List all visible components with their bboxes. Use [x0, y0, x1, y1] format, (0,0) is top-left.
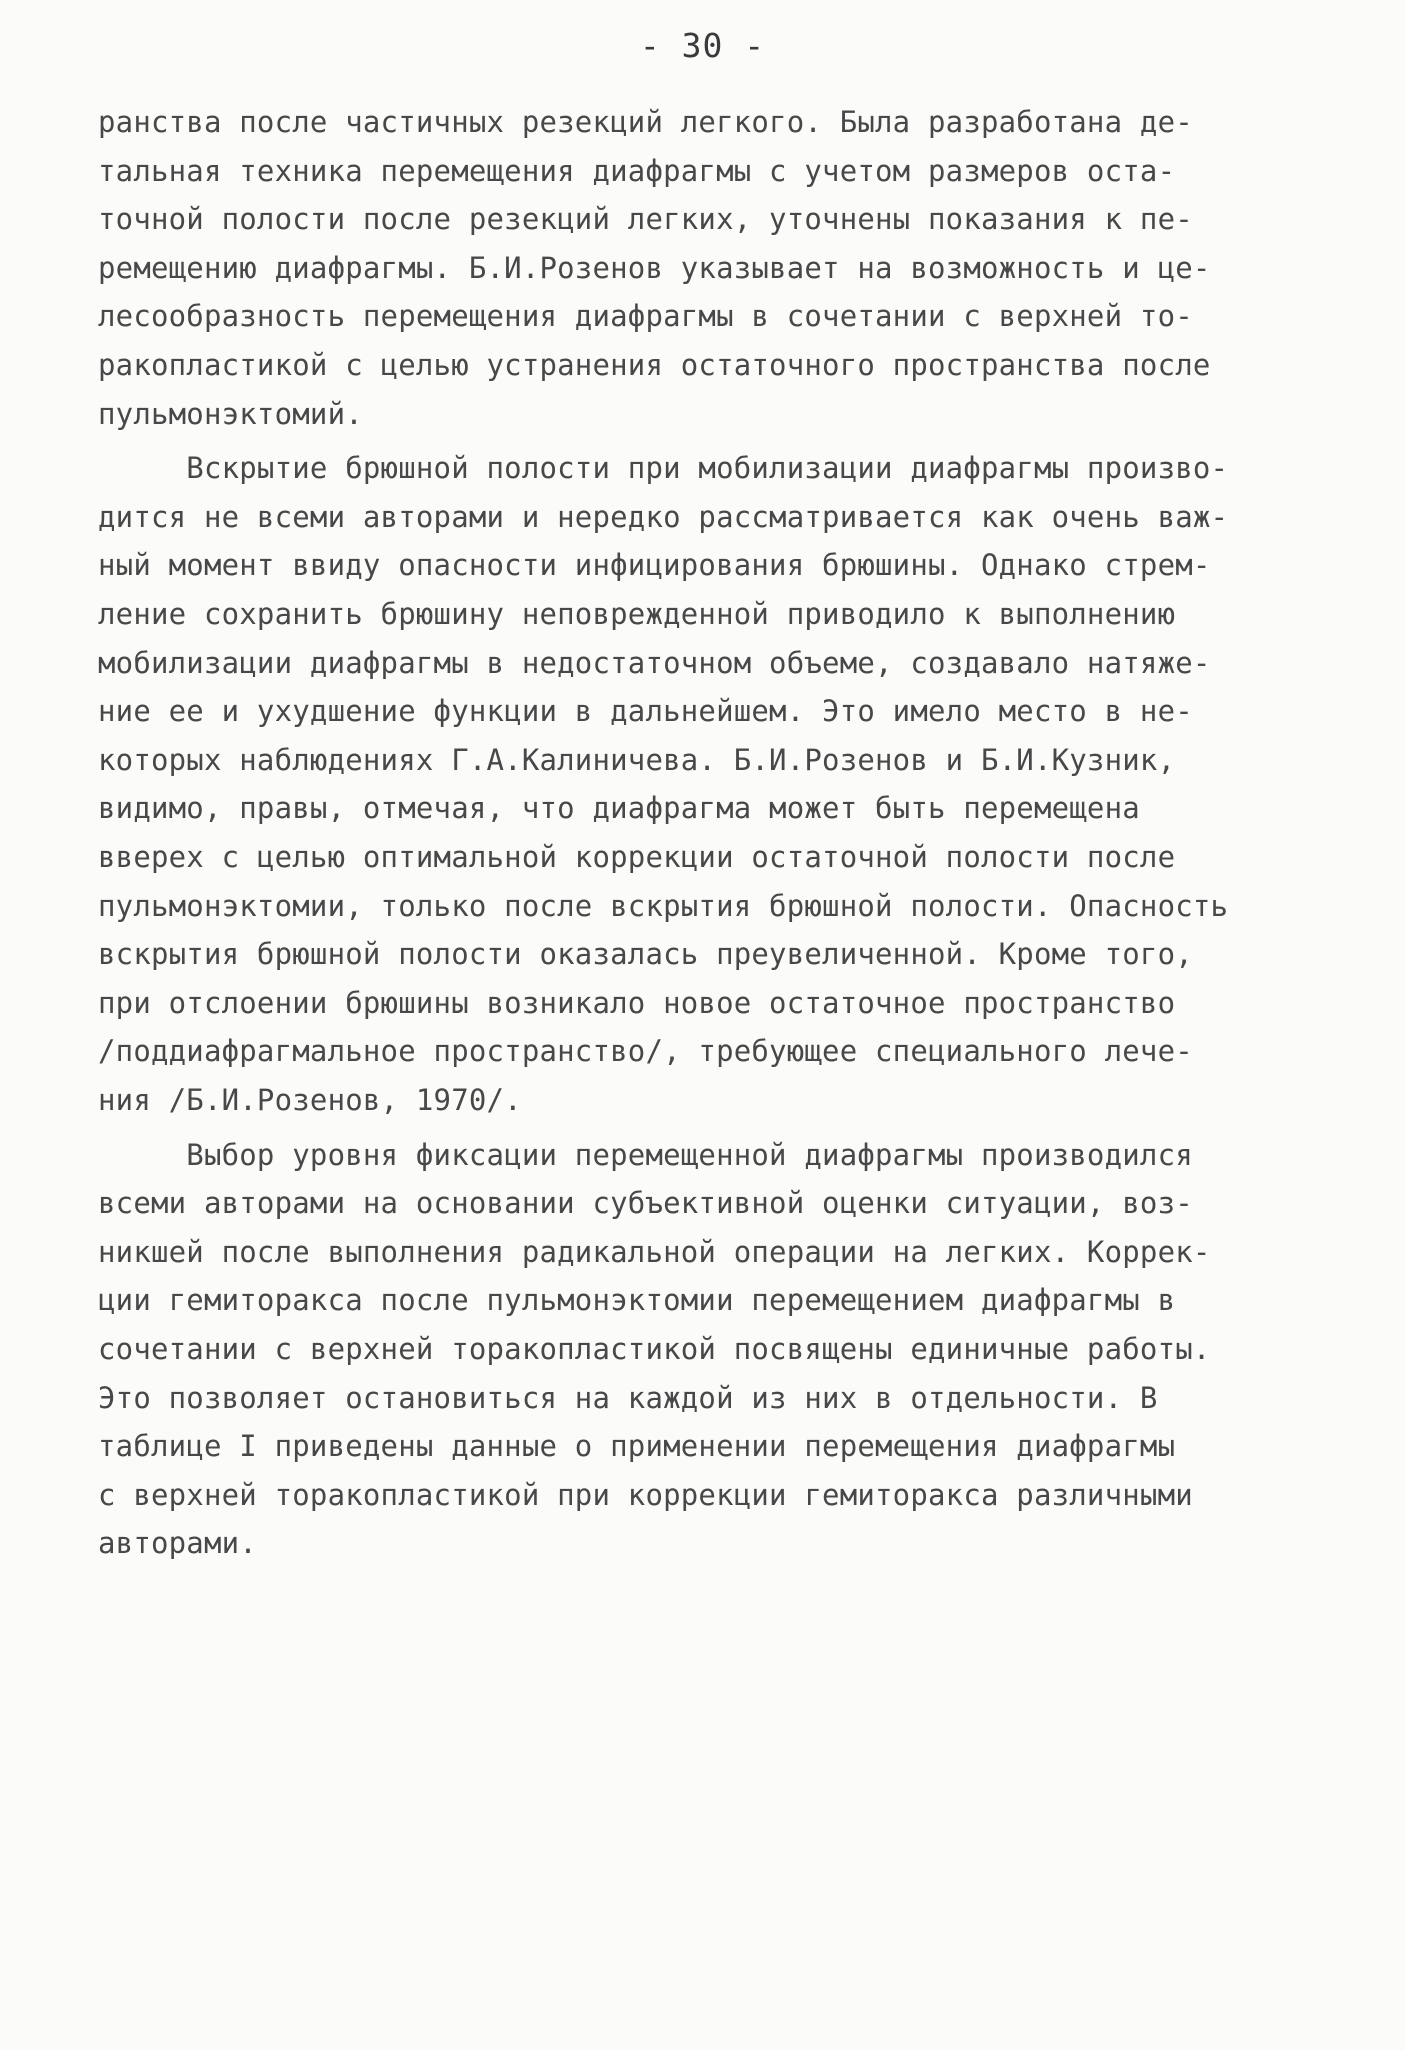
text-line: ции гемиторакса после пульмонэктомии перемещением диафрагмы в: [98, 1283, 1176, 1317]
text-line: таблице I приведены данные о применении перемещения диафрагмы: [98, 1429, 1176, 1463]
text-line: при отслоении брюшины возникало новое остаточное пространство: [98, 986, 1176, 1020]
text-line: Выбор уровня фиксации перемещенной диафрагмы производился: [98, 1138, 1193, 1172]
text-line: ранства после частичных резекций легкого. Была разработана де-: [98, 105, 1193, 139]
text-line: с верхней торакопластикой при коррекции гемиторакса различными: [98, 1478, 1193, 1512]
text-line: вскрытия брюшной полости оказалась преувеличенной. Кроме того,: [98, 937, 1193, 971]
text-line: дится не всеми авторами и нередко рассматривается как очень важ-: [98, 500, 1229, 534]
text-line: вверех с целью оптимальной коррекции остаточной полости после: [98, 840, 1176, 874]
text-line: пульмонэктомий.: [98, 397, 363, 431]
text-line: ракопластикой с целью устранения остаточного пространства после: [98, 348, 1211, 382]
text-line: пульмонэктомии, только после вскрытия брюшной полости. Опасность: [98, 889, 1229, 923]
text-line: /поддиафрагмальное пространство/, требующее специального лече-: [98, 1034, 1193, 1068]
text-line: Вскрытие брюшной полости при мобилизации диафрагмы произво-: [98, 451, 1229, 485]
text-line: тальная техника перемещения диафрагмы с учетом размеров оста-: [98, 154, 1176, 188]
text-line: видимо, правы, отмечая, что диафрагма может быть перемещена: [98, 791, 1140, 825]
text-line: никшей после выполнения радикальной операции на легких. Коррек-: [98, 1235, 1211, 1269]
text-line: ление сохранить брюшину неповрежденной приводило к выполнению: [98, 597, 1176, 631]
text-line: которых наблюдениях Г.А.Калиничева. Б.И.Розенов и Б.И.Кузник,: [98, 743, 1176, 777]
text-line: ремещению диафрагмы. Б.И.Розенов указывает на возможность и це-: [98, 251, 1211, 285]
text-line: авторами.: [98, 1526, 257, 1560]
text-line: всеми авторами на основании субъективной оценки ситуации, воз-: [98, 1186, 1193, 1220]
text-line: точной полости после резекций легких, уточнены показания к пе-: [98, 202, 1193, 236]
text-line: лесообразность перемещения диафрагмы в сочетании с верхней то-: [98, 299, 1193, 333]
text-line: ние ее и ухудшение функции в дальнейшем. Это имело место в не-: [98, 694, 1193, 728]
page-number: - 30 -: [639, 26, 766, 65]
text-line: мобилизации диафрагмы в недостаточном объеме, создавало натяже-: [98, 646, 1211, 680]
text-line: ния /Б.И.Розенов, 1970/.: [98, 1083, 522, 1117]
text-line: Это позволяет остановиться на каждой из них в отдельности. В: [98, 1381, 1158, 1415]
text-line: сочетании с верхней торакопластикой посвящены единичные работы.: [98, 1332, 1211, 1366]
text-line: ный момент ввиду опасности инфицирования брюшины. Однако стрем-: [98, 548, 1211, 582]
